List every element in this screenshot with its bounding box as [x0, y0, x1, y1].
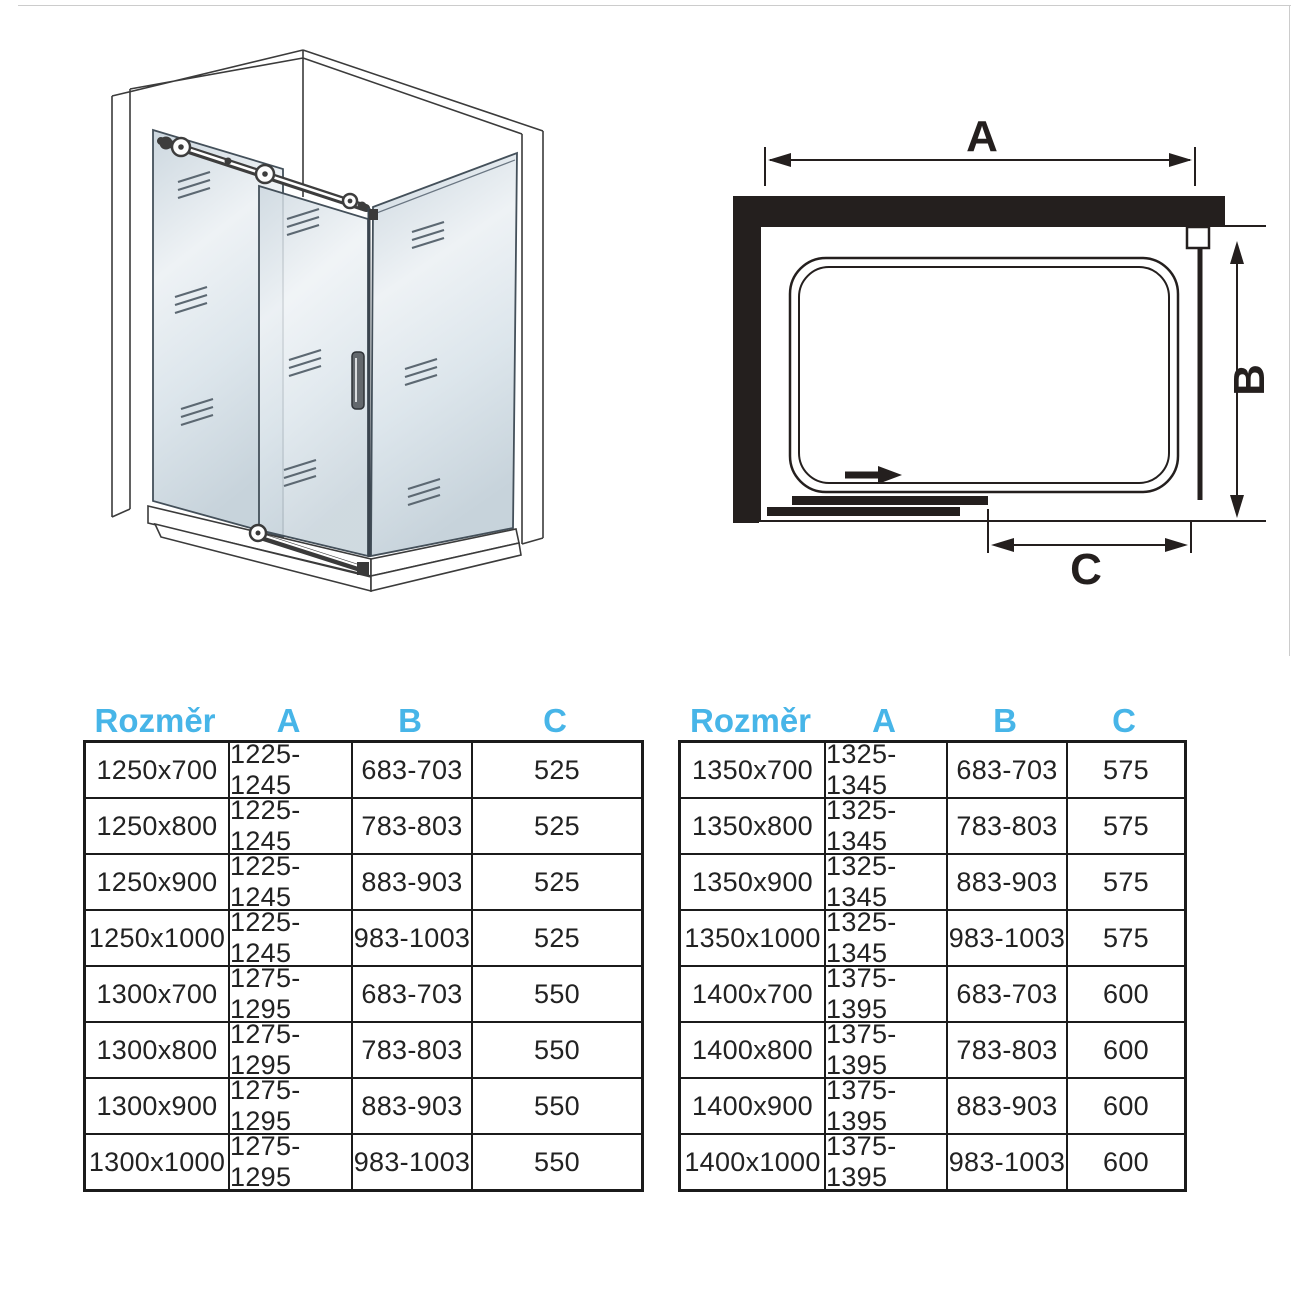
table-cell: 1225-1245	[229, 742, 352, 798]
door-panel-line-1	[792, 496, 988, 505]
dimension-label-b: B	[1225, 364, 1274, 396]
table-cell: 525	[472, 910, 642, 966]
table-header-row	[83, 695, 644, 740]
slide-direction-arrow	[845, 466, 902, 484]
table-cell: 1325-1345	[825, 910, 947, 966]
table-cell: 600	[1067, 1022, 1185, 1078]
table-cell: 1250x800	[85, 798, 229, 854]
column-header: B	[993, 702, 1017, 739]
table-cell: 1225-1245	[229, 910, 352, 966]
table-cell: 575	[1067, 910, 1185, 966]
tray-outer	[790, 258, 1178, 492]
side-glass-panel	[371, 153, 517, 556]
column-header: C	[543, 702, 567, 739]
table-cell: 575	[1067, 798, 1185, 854]
wall-bracket	[1187, 227, 1209, 248]
table-cell: 550	[472, 1078, 642, 1134]
table-cell: 1400x700	[680, 966, 825, 1022]
column-header: C	[1112, 702, 1136, 739]
table-cell: 983-1003	[947, 910, 1067, 966]
top-wall	[733, 196, 1225, 226]
table-cell: 1225-1245	[229, 854, 352, 910]
table-cell: 983-1003	[947, 1134, 1067, 1190]
table-cell: 1350x1000	[680, 910, 825, 966]
table-cell: 600	[1067, 1078, 1185, 1134]
table-cell: 883-903	[947, 854, 1067, 910]
door-handle	[352, 352, 364, 409]
table-cell: 983-1003	[352, 1134, 472, 1190]
table-cell: 1275-1295	[229, 1022, 352, 1078]
enclosure-inner-outline	[759, 226, 1266, 521]
size-grid	[678, 740, 1187, 1192]
size-grid	[83, 740, 644, 1192]
table-cell: 1400x1000	[680, 1134, 825, 1190]
table-cell: 1275-1295	[229, 1078, 352, 1134]
table-cell: 1400x900	[680, 1078, 825, 1134]
table-cell: 1275-1295	[229, 966, 352, 1022]
door-panel-line-2	[767, 507, 960, 516]
table-cell: 1375-1395	[825, 966, 947, 1022]
size-table-left	[83, 695, 644, 1192]
table-cell: 683-703	[352, 742, 472, 798]
table-cell: 550	[472, 1022, 642, 1078]
table-cell: 1300x900	[85, 1078, 229, 1134]
top-view-schematic	[733, 112, 1274, 594]
table-cell: 1250x1000	[85, 910, 229, 966]
column-header: A	[276, 702, 301, 739]
column-header: B	[398, 702, 422, 739]
table-cell: 1350x900	[680, 854, 825, 910]
table-cell: 683-703	[947, 966, 1067, 1022]
table-cell: 1275-1295	[229, 1134, 352, 1190]
column-header: A	[872, 702, 896, 739]
table-cell: 1225-1245	[229, 798, 352, 854]
dimension-label-a: A	[966, 112, 998, 161]
table-cell: 683-703	[352, 966, 472, 1022]
table-cell: 550	[472, 966, 642, 1022]
table-cell: 600	[1067, 966, 1185, 1022]
column-header: Rozměr	[689, 702, 812, 739]
table-cell: 883-903	[352, 854, 472, 910]
dimension-label-c: C	[1070, 545, 1102, 594]
rail-end-bracket	[160, 137, 173, 150]
tray-inner	[799, 267, 1169, 483]
table-cell: 883-903	[947, 1078, 1067, 1134]
table-cell: 1325-1345	[825, 854, 947, 910]
table-cell: 525	[472, 742, 642, 798]
left-wall	[733, 196, 759, 523]
table-cell: 525	[472, 798, 642, 854]
table-cell: 1350x800	[680, 798, 825, 854]
table-cell: 1300x1000	[85, 1134, 229, 1190]
corner-clamp	[369, 209, 378, 220]
bottom-guide-block	[357, 562, 369, 575]
size-table-right	[678, 695, 1187, 1192]
table-cell: 783-803	[352, 798, 472, 854]
table-cell: 1300x700	[85, 966, 229, 1022]
table-cell: 600	[1067, 1134, 1185, 1190]
table-cell: 983-1003	[352, 910, 472, 966]
table-cell: 783-803	[947, 798, 1067, 854]
table-cell: 1375-1395	[825, 1022, 947, 1078]
table-cell: 550	[472, 1134, 642, 1190]
column-header: Rozměr	[94, 702, 216, 739]
rail-stopper	[225, 158, 232, 165]
table-cell: 783-803	[352, 1022, 472, 1078]
table-cell: 1350x700	[680, 742, 825, 798]
table-cell: 1250x700	[85, 742, 229, 798]
table-cell: 1325-1345	[825, 742, 947, 798]
table-cell: 1250x900	[85, 854, 229, 910]
table-cell: 1325-1345	[825, 798, 947, 854]
shower-3d-view	[112, 50, 543, 591]
table-cell: 575	[1067, 854, 1185, 910]
table-cell: 683-703	[947, 742, 1067, 798]
table-cell: 1300x800	[85, 1022, 229, 1078]
table-header-row	[678, 695, 1187, 740]
table-cell: 1375-1395	[825, 1078, 947, 1134]
table-cell: 883-903	[352, 1078, 472, 1134]
table-cell: 1375-1395	[825, 1134, 947, 1190]
table-cell: 575	[1067, 742, 1185, 798]
table-cell: 525	[472, 854, 642, 910]
table-cell: 783-803	[947, 1022, 1067, 1078]
table-cell: 1400x800	[680, 1022, 825, 1078]
